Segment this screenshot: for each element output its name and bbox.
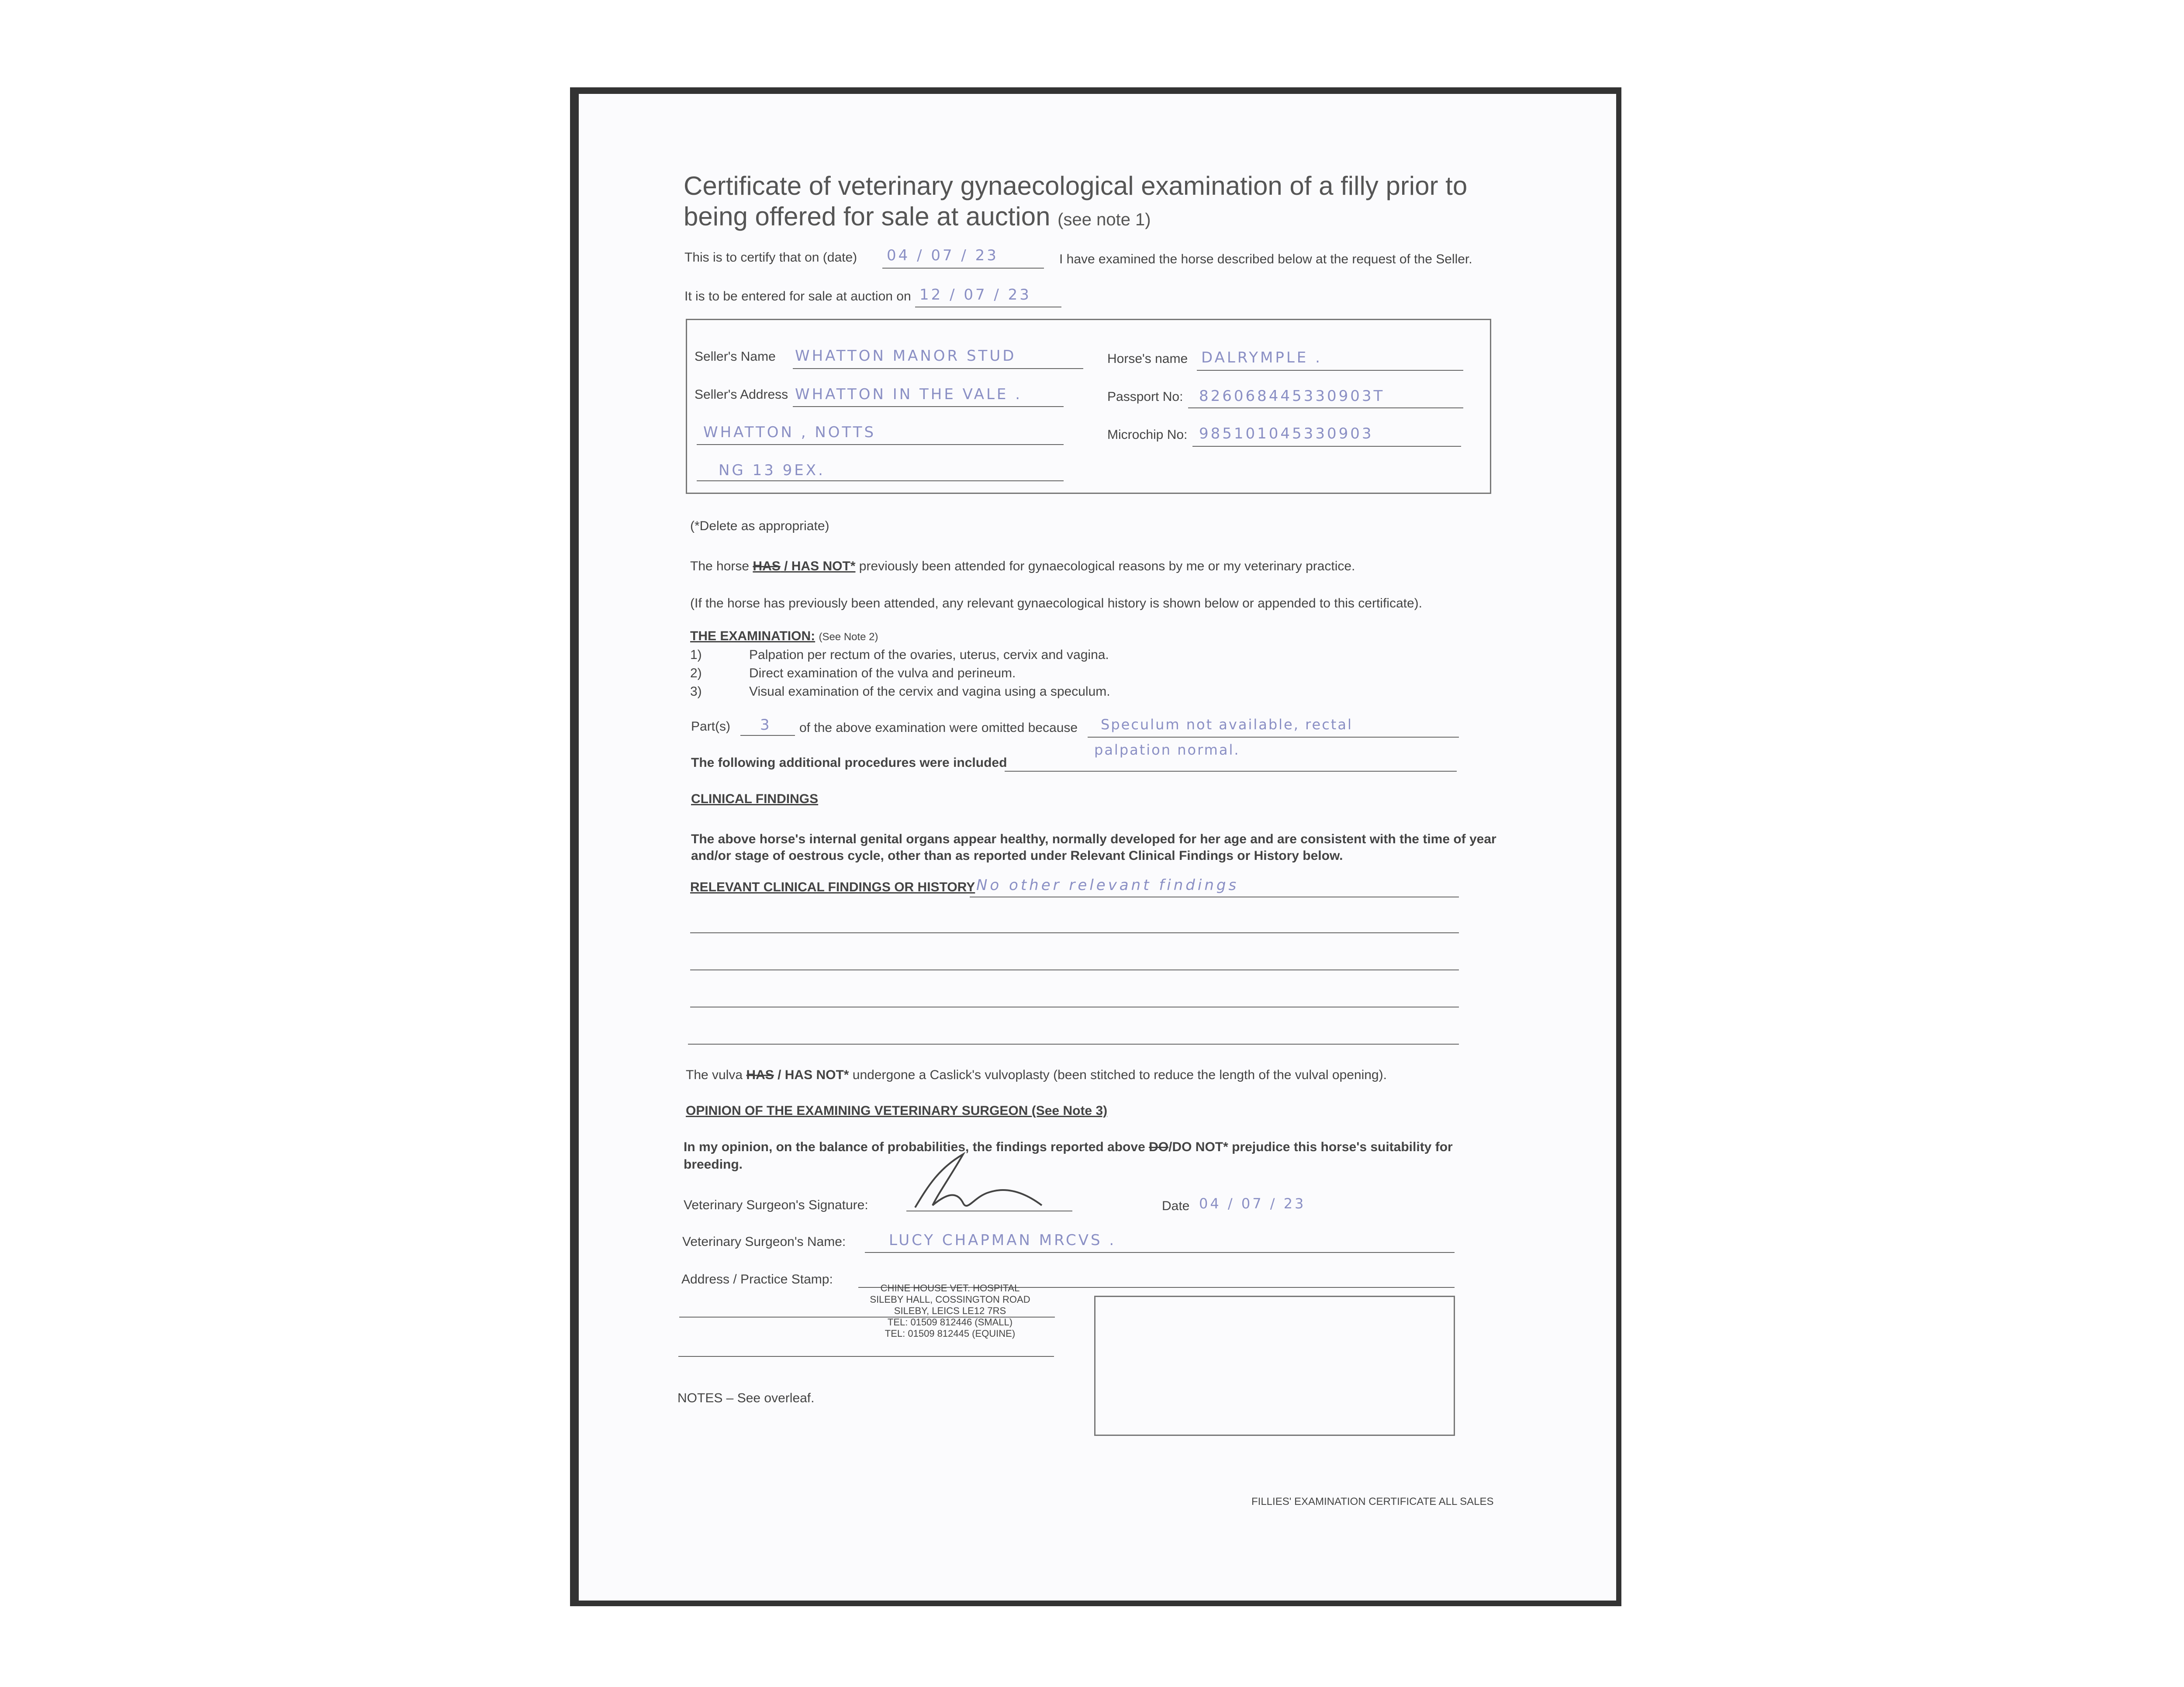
notes-label: NOTES – See overleaf. [677,1391,815,1405]
opinion-prefix: In my opinion, on the balance of probabilities, the findings reported above [684,1140,1145,1154]
parts-middle: of the above examination were omitted because [799,721,1078,735]
attended-suffix: previously been attended for gynaecological reasons by me or my veterinary practice. [859,559,1355,573]
practice-stamp [854,1283,1046,1339]
exam-item-3-num: 3) [690,684,702,699]
title-note: (see note 1) [1057,210,1151,229]
stamp-line-3: SILEBY, LEICS LE12 7RS [894,1305,1006,1316]
certify-prefix: This is to certify that on (date) [684,250,857,265]
relevant-line-2 [690,932,1459,933]
additional-label: The following additional procedures were included [691,756,1007,770]
date-label: Date [1162,1199,1190,1213]
attended-has-not: / HAS NOT* [780,559,856,573]
passport-label: Passport No: [1107,390,1183,404]
exam-heading-note: (See Note 2) [819,631,878,643]
seller-name-line [793,368,1083,369]
passport-value[interactable]: 826068445330903T [1199,387,1385,405]
microchip-line [1192,446,1461,447]
vulva-has-not: / HAS NOT* [774,1068,849,1082]
vet-name-value[interactable]: LUCY CHAPMAN MRCVS . [889,1232,1116,1249]
seller-address-line-2[interactable]: WHATTON , NOTTS [703,424,876,441]
delete-note: (*Delete as appropriate) [690,519,829,533]
parts-value[interactable]: 3 [760,716,772,734]
title-text-2: being offered for sale at auction [684,202,1051,231]
attended-choice[interactable] [753,559,855,573]
title-line-1: Certificate of veterinary gynaecological examination of a filly prior to [684,171,1468,200]
vulva-prefix: The vulva [686,1068,743,1082]
exam-item-2-text: Direct examination of the vulva and perineum. [749,666,1016,680]
exam-item-3-text: Visual examination of the cervix and vagina using a speculum. [749,684,1110,699]
seller-address-underline-1 [793,406,1064,407]
seller-address-label: Seller's Address [695,387,788,402]
address-stamp-label: Address / Practice Stamp: [681,1272,833,1287]
vet-name-line [865,1252,1455,1253]
horse-name-value[interactable]: DALRYMPLE . [1201,349,1322,366]
auction-prefix: It is to be entered for sale at auction on [684,289,911,304]
exam-item-1-num: 1) [690,648,702,662]
passport-line [1188,407,1463,408]
seller-address-line-3[interactable]: NG 13 9EX. [719,462,825,479]
footer-label: FILLIES' EXAMINATION CERTIFICATE ALL SALES [1251,1496,1494,1508]
additional-line [1005,771,1457,772]
address-line-3 [678,1356,1054,1357]
seller-name-value[interactable]: WHATTON MANOR STUD [795,347,1016,365]
vulva-statement [686,1068,1387,1083]
opinion-text-2: breeding. [684,1157,743,1172]
auction-date-value[interactable]: 12 / 07 / 23 [919,286,1031,304]
parts-prefix: Part(s) [691,719,730,734]
parts-line [740,735,795,736]
relevant-heading: RELEVANT CLINICAL FINDINGS OR HISTORY [690,880,975,894]
signed-date-value[interactable]: 04 / 07 / 23 [1199,1195,1306,1212]
seller-address-line-1[interactable]: WHATTON IN THE VALE . [795,386,1023,403]
microchip-label: Microchip No: [1107,428,1188,442]
opinion-heading: OPINION OF THE EXAMINING VETERINARY SURGEON (See Note 3) [686,1104,1108,1118]
parts-reason-underline [1088,737,1459,738]
exam-item-2-num: 2) [690,666,702,680]
signature-scrawl-icon [898,1151,1081,1216]
attended-has-struck: HAS [753,559,781,573]
vet-name-label: Veterinary Surgeon's Name: [682,1235,846,1249]
address-line-2 [679,1317,1055,1318]
signature-label: Veterinary Surgeon's Signature: [684,1198,868,1212]
seller-address-underline-2 [697,444,1064,445]
stamp-line-4: TEL: 01509 812446 (SMALL) [887,1317,1013,1328]
relevant-line-3 [690,969,1459,970]
vulva-choice[interactable] [746,1068,849,1082]
clinical-text-1: The above horse's internal genital organs appear healthy, normally developed for her age and are consistent with the time of year [691,832,1496,846]
attended-statement [690,559,1355,574]
stamp-line-1: CHINE HOUSE VET. HOSPITAL [880,1283,1020,1294]
seller-name-label: Seller's Name [695,349,776,364]
relevant-value[interactable]: No other relevant findings [976,876,1239,894]
certify-suffix: I have examined the horse described below at the request of the Seller. [1059,252,1472,266]
exam-item-1-text: Palpation per rectum of the ovaries, uterus, cervix and vagina. [749,648,1109,662]
parts-reason-line-2[interactable]: palpation normal. [1094,742,1240,758]
stamp-line-2: SILEBY HALL, COSSINGTON ROAD [870,1294,1030,1305]
exam-date-value[interactable]: 04 / 07 / 23 [887,247,999,264]
clinical-heading: CLINICAL FINDINGS [691,792,819,806]
exam-date-line [882,268,1044,269]
clinical-text-2: and/or stage of oestrous cycle, other than as reported under Relevant Clinical Findings or History below. [691,849,1343,863]
microchip-value[interactable]: 985101045330903 [1199,425,1374,442]
vulva-has-struck: HAS [746,1068,774,1082]
opinion-suffix: /DO NOT* prejudice this horse's suitability for [1168,1140,1453,1154]
title-line-2 [684,201,1151,235]
relevant-line-5 [688,1044,1459,1045]
exam-heading-row [690,629,878,644]
horse-name-line [1197,370,1463,371]
vulva-suffix: undergone a Caslick's vulvoplasty (been stitched to reduce the length of the vulval opening). [852,1068,1387,1082]
exam-heading: THE EXAMINATION: [690,629,816,643]
attended-prefix: The horse [690,559,750,573]
opinion-do-struck[interactable]: DO [1149,1140,1169,1154]
parts-reason-line-1[interactable]: Speculum not available, rectal [1101,716,1353,733]
practice-stamp-box [1094,1296,1455,1436]
stamp-line-5: TEL: 01509 812445 (EQUINE) [885,1328,1016,1339]
history-note: (If the horse has previously been attended, any relevant gynaecological history is shown below or appended to this certificate). [690,596,1422,611]
horse-name-label: Horse's name [1107,352,1188,366]
seller-address-underline-3 [697,480,1064,481]
certificate-page [579,94,1616,1601]
